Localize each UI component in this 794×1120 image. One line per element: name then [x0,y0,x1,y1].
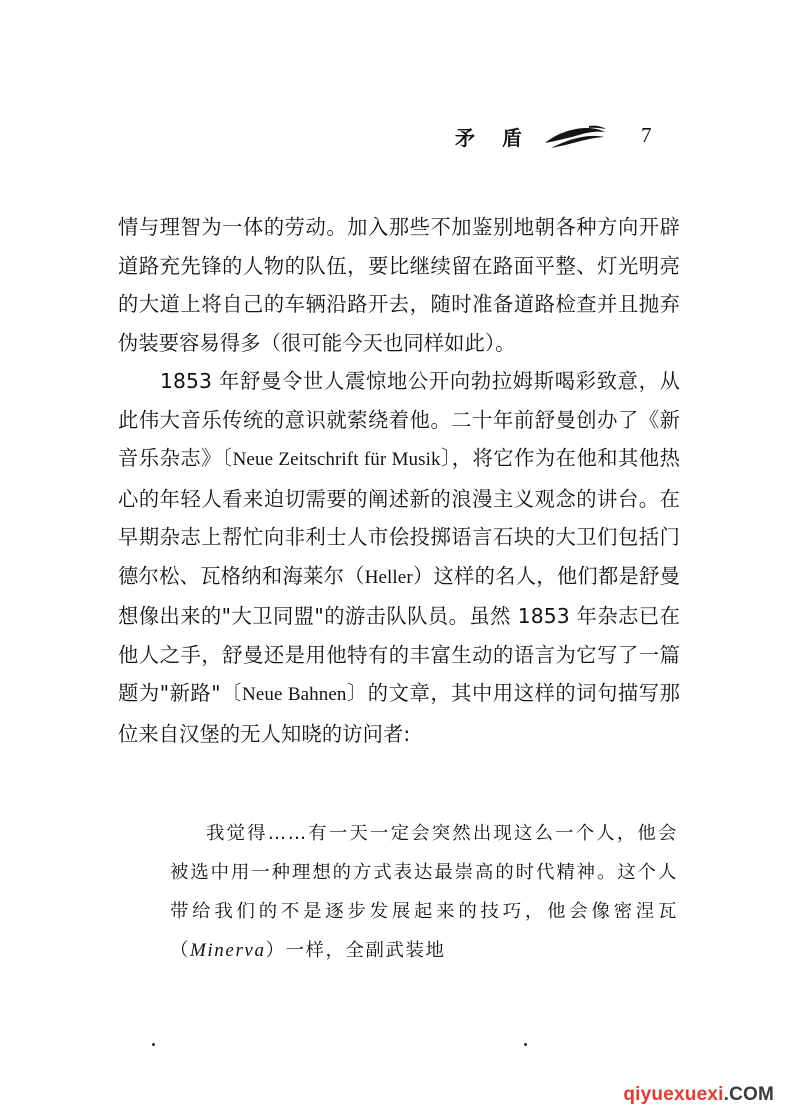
minerva-latin: Minerva [190,940,266,961]
watermark [623,1084,774,1106]
article-title-latin: Neue Bahnen [242,684,347,705]
watermark-secondary: .COM [723,1084,774,1105]
paragraph-2-segment-3: 〕，将它作为在他和其他热心的年轻人看来迫切需要的阐述新的浪漫主义观念的讲台。在早期杂志上帮忙向非利士人市侩投掷语言石块的大卫们包括门德尔松、瓦格纳和海莱尔（ [118,446,680,588]
person-name-latin: Heller [364,566,413,588]
page-header [0,120,794,164]
paragraph-2-segment-1: 1853 年舒曼令世人震惊地公开向勃拉姆斯喝彩致意，从此伟大音乐传统的意识就萦绕着他。二十年前舒曼创办了《新音乐杂志》〔 [118,369,680,470]
paragraph-2 [118,362,680,753]
page-number: 7 [641,123,652,147]
body-text-block [118,208,680,753]
watermark-primary: qiyuexuexi [623,1084,724,1105]
paragraph-1 [118,208,680,362]
running-title: 矛 盾 [455,126,532,150]
quotation-segment-1: 我觉得……有一天一定会突然出现这么一个人，他会被选中用一种理想的方式表达最崇高的时代精神。这个人带给我们的不是逐步发展起来的技巧，他会像密涅瓦（ [170,823,678,961]
register-dot-right-icon [524,1043,527,1046]
quotation-segment-3: ）一样，全副武装地 [265,940,446,961]
page-header-inner [455,120,685,164]
quotation-paragraph [170,814,678,970]
paragraph-2-segment-7: 〕的文章，其中用这样的词句描写那位来自汉堡的无人知晓的访问者: [118,681,680,746]
brush-stroke-ornament-icon [543,124,609,150]
journal-title-latin: Neue Zeitschrift für Musik [232,449,441,470]
paragraph-1-text: 情与理智为一体的劳动。加入那些不加鉴别地朝各种方向开辟道路充先锋的人物的队伍，要比继续留在路面平整、灯光明亮的大道上将自己的车辆沿路开去，随时准备道路检查并且抛弃伪装要容易得多（很可能今天也同样如此）。 [118,215,680,355]
quotation-block [170,814,678,970]
register-dot-left-icon [152,1043,155,1046]
paragraph-2-segment-5: ）这样的名人，他们都是舒曼想像出来的"大卫同盟"的游击队队员。虽然 1853 年杂志已在他人之手，舒曼还是用他特有的丰富生动的语言为它写了一篇题为"新路"〔 [118,563,680,705]
